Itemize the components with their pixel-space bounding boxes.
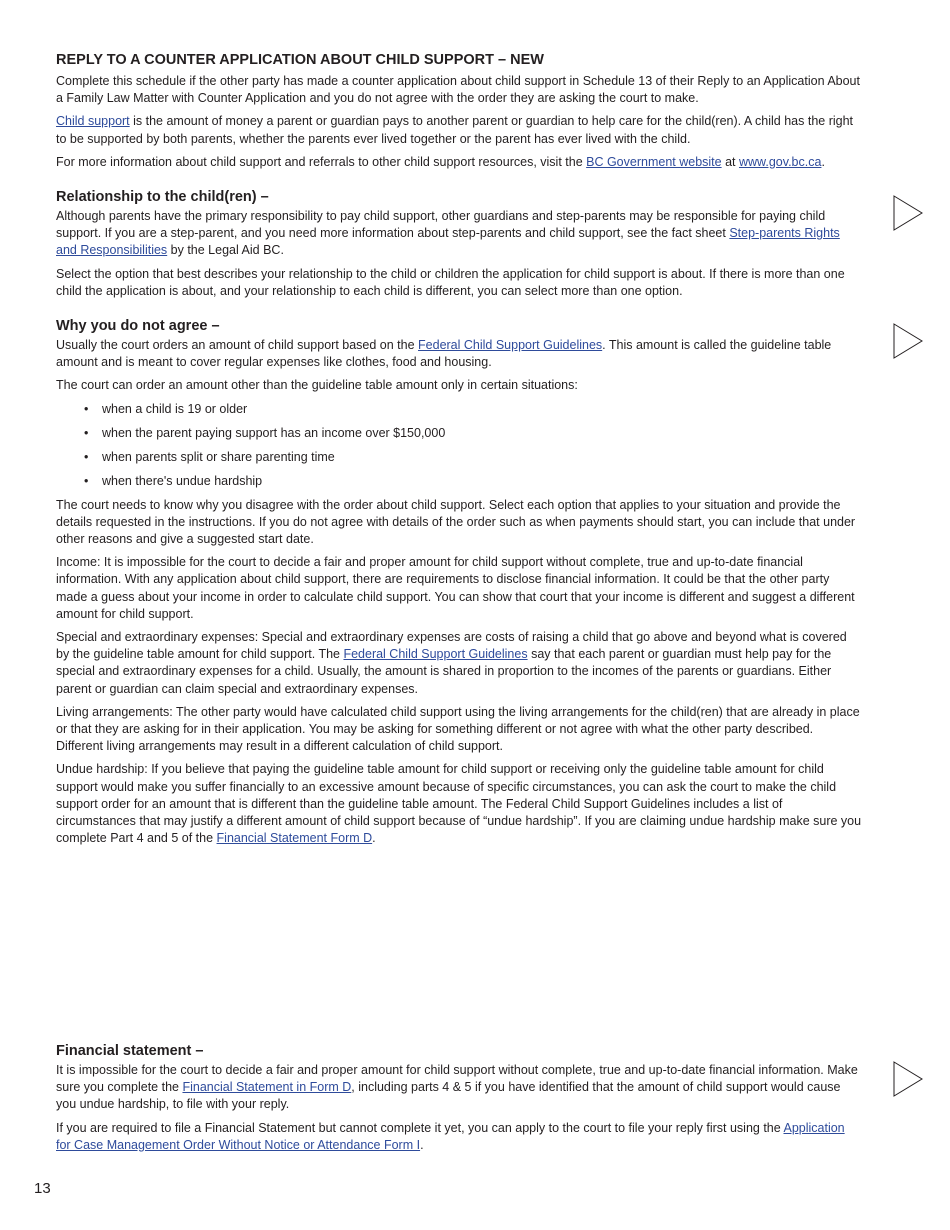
bullet-icon: • <box>84 425 89 440</box>
financial-statement-heading: Financial statement – <box>56 1043 204 1059</box>
income-paragraph: Income: It is impossible for the court to decide a fair and proper amount for child support without complete, true and up-to-date financial information. With any application about child support, there are requirements to disclose financial information. It could be that the other party made a guess about your income in order to calculate child support. You can show that court that your income is different and suggest a different amount for child support. <box>56 555 855 621</box>
disagree-instructions: The court needs to know why you disagree with the order about child support. Select each option that applies to your situation and provide the details requested in the instructions. If you do not agree with details of the order such as when payments should start, you can include that under other reasons and give a suggested start date. <box>56 497 856 547</box>
living-arrangements-paragraph: Living arrangements: The other party would have calculated child support using the living arrangements for the child(ren) that are already in place or that they are asking for in their application. You may be asking for something different or not agree with what the other party described. Different living arrangements may result in a different calculation of child support. <box>56 704 860 754</box>
step-parents-rights-link[interactable]: Step-parents Rights and Responsibilities <box>56 226 840 258</box>
situations-intro: The court can order an amount other than the guideline table amount only in certain situations: <box>56 378 578 393</box>
relationship-heading: Relationship to the child(ren) – <box>56 189 269 206</box>
page-content <box>56 52 862 854</box>
list-item: • when parents split or share parenting time <box>56 449 862 466</box>
federal-guidelines-link-2[interactable]: Federal Child Support Guidelines <box>343 647 528 662</box>
financial-paragraph-1: It is impossible for the court to decide a fair and proper amount for child support without complete, true and up-to-date financial information. Make sure you complete the Financial Statement in Form D, including parts 4 & 5 if you have identified that the amount of child support would cause you undue hardship, to file with your reply. <box>56 1063 858 1112</box>
list-item: • when the parent paying support has an income over $150,000 <box>56 425 862 442</box>
federal-guidelines-link[interactable]: Federal Child Support Guidelines <box>418 338 603 353</box>
financial-statement-form-d-link-2[interactable]: Financial Statement in Form D <box>182 1080 352 1095</box>
page-title: REPLY TO A COUNTER APPLICATION ABOUT CHILD SUPPORT – NEW <box>56 52 544 68</box>
relationship-paragraph-2: Select the option that best describes your relationship to the child or children the application for child support is about. If there is more than one child the application is about, and your relationship to each child is different, you can select more than one option. <box>56 266 845 298</box>
play-triangle-icon[interactable] <box>893 1061 923 1097</box>
intro-paragraph: Complete this schedule if the other party has made a counter application about child support in Schedule 13 of their Reply to an Application About a Family Law Matter with Counter Application and you do not agree with the order they are asking the court to make. <box>56 74 860 106</box>
why-disagree-heading: Why you do not agree – <box>56 318 220 335</box>
financial-statement-form-d-link[interactable]: Financial Statement Form D <box>216 831 373 846</box>
gov-bc-ca-link[interactable]: www.gov.bc.ca <box>738 154 822 169</box>
list-item: • when there's undue hardship <box>56 473 862 490</box>
child-support-link[interactable]: Child support <box>56 114 130 129</box>
bc-government-website-link[interactable]: BC Government website <box>586 154 722 169</box>
play-triangle-icon[interactable] <box>893 195 923 231</box>
financial-paragraph-2: If you are required to file a Financial Statement but cannot complete it yet, you can apply to the court to file your reply first using the Application for Case Management Order Without Notice or Attendance Form I. <box>56 1120 845 1152</box>
list-item: • when a child is 19 or older <box>56 401 862 418</box>
situations-list <box>56 401 862 490</box>
relationship-paragraph-1: Although parents have the primary responsibility to pay child support, other guardians and step-parents may be responsible for paying child support. If you are a step-parent, and you need more information about step-parents and child support, see the fact sheet Step-parents Rights and Responsibilities by the Legal Aid BC. <box>56 209 840 258</box>
undue-hardship-paragraph: Undue hardship: If you believe that paying the guideline table amount for child support or receiving only the guideline table amount for child support would make you suffer financially to an excessive amount because of specific circumstances, you can ask the court to make the child support order for an amount that is different than the guideline table amount. The Federal Child Support Guidelines includes a list of circumstances that may justify a different amount of child support because of “undue hardship”. If you are claiming undue hardship make sure you complete Part 4 and 5 of the Financial Statement Form D. <box>56 762 862 846</box>
more-info-paragraph: For more information about child support and referrals to other child support resources, visit the BC Government website at www.gov.bc.ca. <box>56 154 825 169</box>
bullet-icon: • <box>84 449 89 464</box>
page-number: 13 <box>34 1180 51 1197</box>
child-support-definition: Child support is the amount of money a parent or guardian pays to another parent or guardian to help care for the child(ren). A child has the right to be supported by both parents, whether the parents ever lived together or the parent has ever lived with the child. <box>56 114 854 146</box>
guidelines-paragraph: Usually the court orders an amount of child support based on the Federal Child Support Guidelines. This amount is called the guideline table amount and is meant to cover regular expenses like clothes, food and housing. <box>56 338 832 370</box>
play-triangle-icon[interactable] <box>893 323 923 359</box>
bullet-icon: • <box>84 473 89 488</box>
special-expenses-paragraph: Special and extraordinary expenses: Special and extraordinary expenses are costs of raising a child that go above and beyond what is covered by the guideline table amount for child support. The Federal Child Support Guidelines say that each parent or guardian must help pay for the special and extraordinary expenses for a child. Usually, the amount is shared in proportion to the incomes of the parents or guardians. Either parent or guardian can claim special and extraordinary expenses. <box>56 630 847 696</box>
form-i-application-link[interactable]: Application for Case Management Order Without Notice or Attendance Form I <box>56 1120 845 1152</box>
financial-statement-section <box>56 1043 862 1160</box>
bullet-icon: • <box>84 401 89 416</box>
